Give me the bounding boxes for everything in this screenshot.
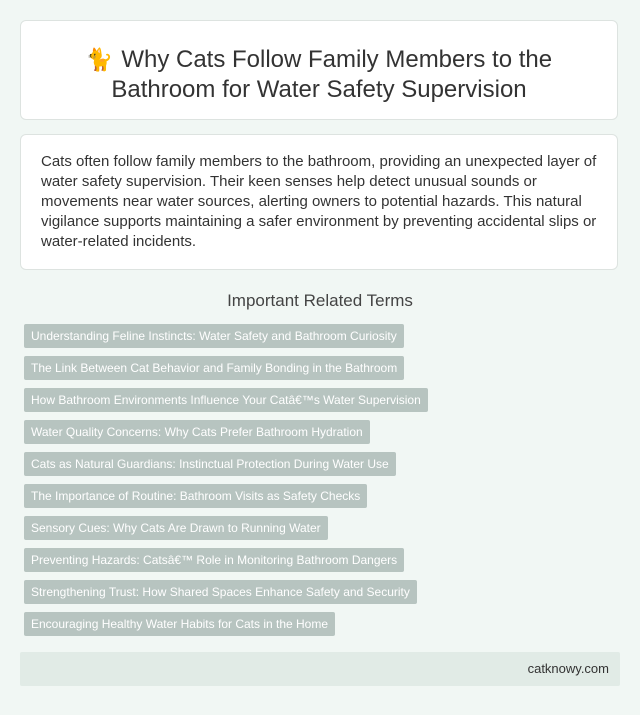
footer-bar bbox=[20, 652, 620, 686]
page-title bbox=[21, 21, 617, 105]
cat-icon: 🐈 bbox=[85, 47, 114, 72]
related-term-link[interactable]: The Importance of Routine: Bathroom Visits as Safety Checks bbox=[24, 484, 367, 508]
description-card bbox=[20, 134, 618, 270]
page-title-text: Why Cats Follow Family Members to the Bathroom for Water Safety Supervision bbox=[111, 46, 553, 103]
related-term-link[interactable]: Sensory Cues: Why Cats Are Drawn to Running Water bbox=[24, 516, 328, 540]
related-terms-list bbox=[24, 324, 620, 644]
footer-site-link[interactable]: catknowy.com bbox=[527, 661, 609, 676]
description-text: Cats often follow family members to the bathroom, providing an unexpected layer of water safety supervision. Their keen senses help detect unusual sounds or movements near water sources, alerting owners to potential hazards. This natural vigilance supports maintaining a safer environment by preventing accidental slips or water-related incidents. bbox=[41, 153, 597, 250]
related-term-link[interactable]: Cats as Natural Guardians: Instinctual Protection During Water Use bbox=[24, 452, 396, 476]
related-term-link[interactable]: Strengthening Trust: How Shared Spaces Enhance Safety and Security bbox=[24, 580, 417, 604]
related-term-link[interactable]: The Link Between Cat Behavior and Family Bonding in the Bathroom bbox=[24, 356, 404, 380]
related-term-link[interactable]: Understanding Feline Instincts: Water Safety and Bathroom Curiosity bbox=[24, 324, 404, 348]
related-term-link[interactable]: Encouraging Healthy Water Habits for Cats in the Home bbox=[24, 612, 335, 636]
related-term-link[interactable]: Water Quality Concerns: Why Cats Prefer Bathroom Hydration bbox=[24, 420, 370, 444]
title-card bbox=[20, 20, 618, 120]
related-term-link[interactable]: Preventing Hazards: Catsâ€™ Role in Monitoring Bathroom Dangers bbox=[24, 548, 404, 572]
related-terms-heading: Important Related Terms bbox=[227, 291, 413, 310]
related-term-link[interactable]: How Bathroom Environments Influence Your Catâ€™s Water Supervision bbox=[24, 388, 428, 412]
